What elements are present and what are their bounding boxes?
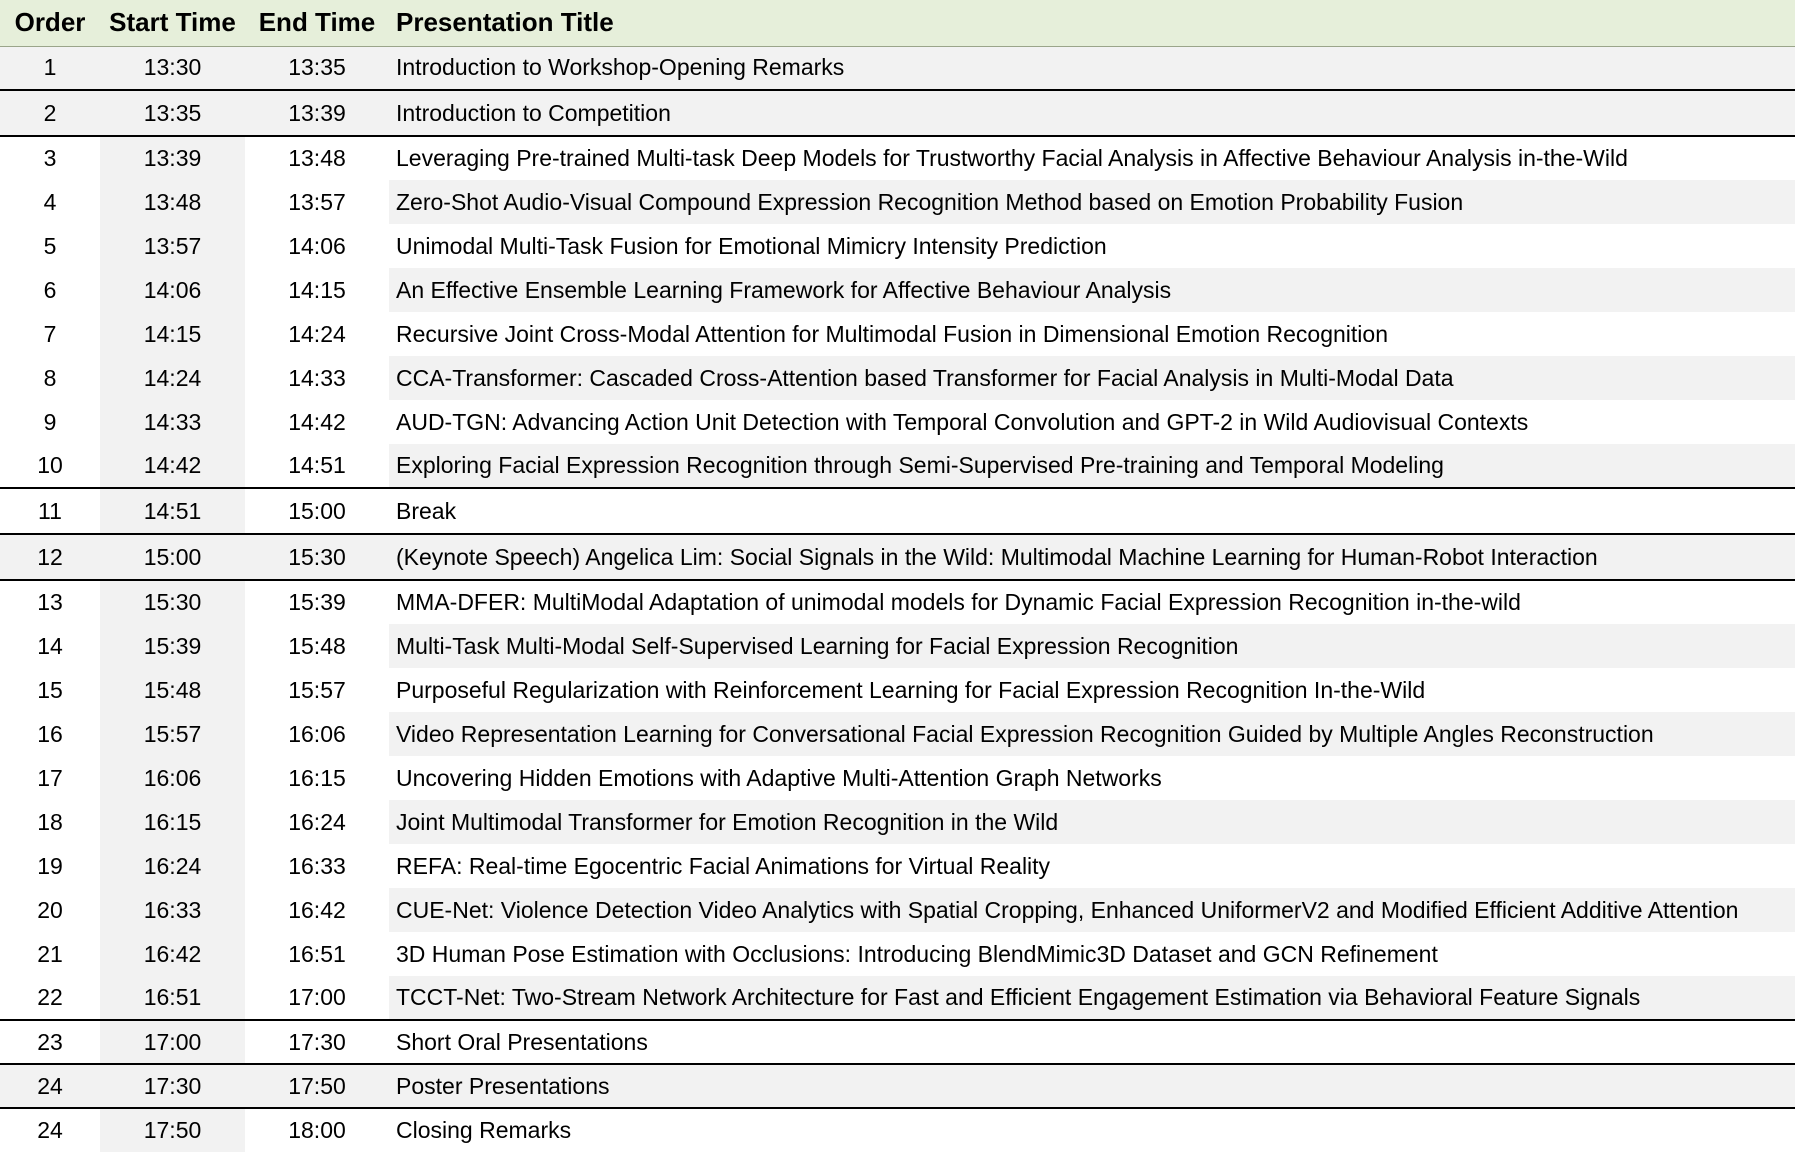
order-cell: 11 [0, 488, 100, 534]
table-row [0, 712, 1795, 756]
order-cell: 18 [37, 808, 63, 835]
header-row [0, 0, 1795, 46]
start-time-cell: 14:42 [100, 444, 245, 488]
title-cell: REFA: Real-time Egocentric Facial Animations for Virtual Reality [396, 852, 1051, 879]
table-row [0, 932, 1795, 976]
order-cell: 3 [0, 136, 100, 180]
table-row [0, 888, 1795, 932]
table-row [0, 224, 1795, 268]
end-time-cell: 16:51 [288, 940, 346, 967]
start-time-cell: 14:33 [100, 400, 245, 444]
title-cell: Closing Remarks [389, 1108, 1795, 1152]
end-time-cell: 15:00 [245, 488, 389, 534]
table-row [0, 444, 1795, 488]
table-row [0, 46, 1795, 90]
table-row [0, 356, 1795, 400]
header-end-time: End Time [245, 0, 389, 46]
order-cell: 7 [43, 320, 57, 347]
order-cell: 12 [0, 534, 100, 580]
title-cell: Video Representation Learning for Conversational Facial Expression Recognition Guided by Multiple Angles Reconstruction [389, 712, 1795, 756]
start-time-cell: 17:00 [100, 1020, 245, 1064]
start-time-cell: 16:33 [100, 888, 245, 932]
end-time-cell: 14:06 [288, 232, 346, 259]
order-cell: 15 [37, 676, 63, 703]
order-cell: 23 [0, 1020, 100, 1064]
order-cell: 16 [37, 720, 63, 747]
header-order: Order [0, 0, 100, 46]
start-time-cell: 14:51 [100, 488, 245, 534]
title-cell: Unimodal Multi-Task Fusion for Emotional Mimicry Intensity Prediction [396, 232, 1107, 259]
end-time-cell: 16:15 [288, 764, 346, 791]
end-time-cell: 16:06 [288, 720, 346, 747]
end-time-cell: 14:42 [288, 408, 346, 435]
start-time-cell: 16:24 [100, 844, 245, 888]
order-cell: 8 [43, 364, 57, 391]
order-cell: 24 [0, 1108, 100, 1152]
table-row [0, 624, 1795, 668]
title-cell: Introduction to Workshop-Opening Remarks [389, 46, 1795, 90]
title-cell: An Effective Ensemble Learning Framework for Affective Behaviour Analysis [389, 268, 1795, 312]
order-cell: 13 [0, 580, 100, 624]
start-time-cell: 15:30 [100, 580, 245, 624]
end-time-cell: 13:57 [288, 188, 346, 215]
start-time-cell: 16:51 [100, 976, 245, 1020]
end-time-cell: 13:39 [245, 90, 389, 136]
end-time-cell: 15:30 [245, 534, 389, 580]
title-cell: Exploring Facial Expression Recognition through Semi-Supervised Pre-training and Temporal Modeling [389, 444, 1795, 488]
start-time-cell: 17:30 [100, 1064, 245, 1108]
title-cell: Joint Multimodal Transformer for Emotion Recognition in the Wild [389, 800, 1795, 844]
order-cell: 24 [0, 1064, 100, 1108]
start-time-cell: 13:48 [100, 180, 245, 224]
title-cell: Recursive Joint Cross-Modal Attention for Multimodal Fusion in Dimensional Emotion Recognition [396, 320, 1388, 347]
header-start-time: Start Time [100, 0, 245, 46]
title-cell: Poster Presentations [389, 1064, 1795, 1108]
table-row [0, 136, 1795, 180]
start-time-cell: 13:39 [100, 136, 245, 180]
table-row [0, 580, 1795, 624]
table-row [0, 800, 1795, 844]
order-cell: 20 [37, 896, 63, 923]
title-cell: Purposeful Regularization with Reinforcement Learning for Facial Expression Recognition In-the-Wild [396, 676, 1426, 703]
start-time-cell: 13:30 [100, 46, 245, 90]
table-row [0, 1020, 1795, 1064]
title-cell: Multi-Task Multi-Modal Self-Supervised Learning for Facial Expression Recognition [389, 624, 1795, 668]
table-row [0, 534, 1795, 580]
end-time-cell: 16:33 [288, 852, 346, 879]
title-cell: Break [389, 488, 1795, 534]
end-time-cell: 15:39 [245, 580, 389, 624]
table-row [0, 756, 1795, 800]
table-row [0, 976, 1795, 1020]
end-time-cell: 16:42 [288, 896, 346, 923]
end-time-cell: 13:48 [245, 136, 389, 180]
table-row [0, 1108, 1795, 1152]
table-row [0, 1064, 1795, 1108]
end-time-cell: 16:24 [288, 808, 346, 835]
order-cell: 9 [43, 408, 57, 435]
order-cell: 1 [0, 46, 100, 90]
table-row [0, 844, 1795, 888]
start-time-cell: 14:15 [100, 312, 245, 356]
start-time-cell: 16:06 [100, 756, 245, 800]
order-cell: 5 [43, 232, 57, 259]
end-time-cell: 15:48 [288, 632, 346, 659]
title-cell: TCCT-Net: Two-Stream Network Architecture for Fast and Efficient Engagement Estimation via Behavioral Feature Signals [389, 976, 1795, 1020]
title-cell: Leveraging Pre-trained Multi-task Deep Models for Trustworthy Facial Analysis in Affective Behaviour Analysis in-the-Wild [389, 136, 1795, 180]
schedule-body [0, 46, 1795, 1152]
start-time-cell: 13:35 [100, 90, 245, 136]
title-cell: Short Oral Presentations [389, 1020, 1795, 1064]
end-time-cell: 14:24 [288, 320, 346, 347]
start-time-cell: 14:06 [100, 268, 245, 312]
start-time-cell: 13:57 [100, 224, 245, 268]
title-cell: Uncovering Hidden Emotions with Adaptive Multi-Attention Graph Networks [396, 764, 1162, 791]
title-cell: Introduction to Competition [389, 90, 1795, 136]
table-row [0, 180, 1795, 224]
end-time-cell: 17:00 [288, 984, 346, 1010]
end-time-cell: 18:00 [245, 1108, 389, 1152]
title-cell: 3D Human Pose Estimation with Occlusions: Introducing BlendMimic3D Dataset and GCN Refinement [396, 940, 1438, 967]
title-cell: Zero-Shot Audio-Visual Compound Expression Recognition Method based on Emotion Probability Fusion [389, 180, 1795, 224]
table-row [0, 312, 1795, 356]
title-cell: CUE-Net: Violence Detection Video Analytics with Spatial Cropping, Enhanced UniformerV2 and Modified Efficient Additive Attention [389, 888, 1795, 932]
table-row [0, 400, 1795, 444]
order-cell: 10 [37, 452, 63, 478]
order-cell: 4 [43, 188, 57, 215]
table-row [0, 268, 1795, 312]
start-time-cell: 16:15 [100, 800, 245, 844]
order-cell: 19 [37, 852, 63, 879]
order-cell: 6 [43, 276, 57, 303]
order-cell: 2 [0, 90, 100, 136]
end-time-cell: 13:35 [245, 46, 389, 90]
header-presentation-title: Presentation Title [389, 0, 1795, 46]
end-time-cell: 14:51 [288, 452, 346, 478]
table-row [0, 488, 1795, 534]
start-time-cell: 17:50 [100, 1108, 245, 1152]
start-time-cell: 15:39 [100, 624, 245, 668]
start-time-cell: 14:24 [100, 356, 245, 400]
end-time-cell: 15:57 [288, 676, 346, 703]
title-cell: (Keynote Speech) Angelica Lim: Social Signals in the Wild: Multimodal Machine Learning for Human-Robot Interaction [389, 534, 1795, 580]
table-row [0, 90, 1795, 136]
order-cell: 21 [37, 940, 63, 967]
title-cell: MMA-DFER: MultiModal Adaptation of unimodal models for Dynamic Facial Expression Recognition in-the-wild [389, 580, 1795, 624]
order-cell: 22 [37, 984, 63, 1010]
end-time-cell: 17:50 [245, 1064, 389, 1108]
end-time-cell: 14:15 [288, 276, 346, 303]
order-cell: 14 [37, 632, 63, 659]
start-time-cell: 15:57 [100, 712, 245, 756]
start-time-cell: 15:00 [100, 534, 245, 580]
end-time-cell: 17:30 [245, 1020, 389, 1064]
end-time-cell: 14:33 [288, 364, 346, 391]
start-time-cell: 15:48 [100, 668, 245, 712]
order-cell: 17 [37, 764, 63, 791]
table-row [0, 668, 1795, 712]
start-time-cell: 16:42 [100, 932, 245, 976]
title-cell: AUD-TGN: Advancing Action Unit Detection with Temporal Convolution and GPT-2 in Wild Audiovisual Contexts [396, 408, 1529, 435]
title-cell: CCA-Transformer: Cascaded Cross-Attention based Transformer for Facial Analysis in Multi-Modal Data [389, 356, 1795, 400]
